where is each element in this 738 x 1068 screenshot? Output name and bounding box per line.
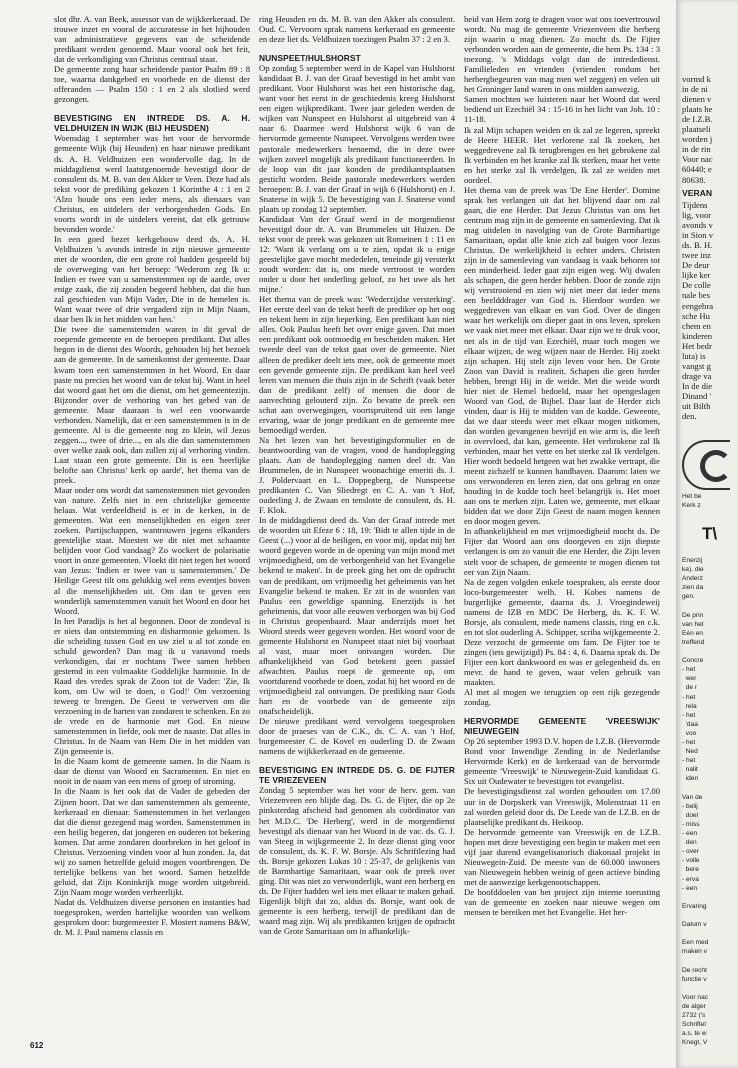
next-page-line: den <box>682 839 697 847</box>
paragraph: Kandidaat Van der Graaf werd in de morgendienst bevestigd door dr. A. van Brummelen uit Huizen. De tekst voor de preek was gekozen uit Romeinen 1 : 11 en 12: 'Want ik verlang om u te zien, opdat ik u enige geestelijke gave mocht mededelen, teneinde gij versterkt zoudt worden: dat is, om mede vertroost te worden onder u door het onderling geloof, zo het uwe als het mijne.' <box>259 213 455 295</box>
next-page-line: - het <box>682 693 696 701</box>
paragraph: In een goed bezet kerkgebouw deed ds. A. H. Veldhuizen 's avonds intrede in zijn nieuwe gemeente met de woorden, die een grote rol hadden gespeeld bij de overweging van het beroep: 'Wederom zeg Ik u: Indien er twee van u samenstemmen op de aarde, over enige zaak, die zij zouden begeerd hebben, dat die hun zal geschieden van Mijn Vader, Die in de hemelen is. Want waar twee of drie vergaderd zijn in Mijn Naam, daar ben Ik in het midden van hen.' <box>54 233 250 325</box>
next-page-line: - een <box>682 884 698 892</box>
next-page-line: voo <box>682 729 697 737</box>
next-page-line: twee inz <box>682 250 711 261</box>
next-page-line: nale bes <box>682 290 710 301</box>
next-page-line: drage va <box>682 370 712 381</box>
next-page-line: Ervaring <box>682 902 707 910</box>
next-page-line: 80638. <box>682 174 706 185</box>
article-heading: BEVESTIGING EN INTREDE DS. A. H. VELDHUIZEN IN WIJK (BIJ HEUSDEN) <box>54 113 250 134</box>
next-page-line: Voor nac <box>682 154 713 165</box>
next-page-line: nalit <box>682 766 698 774</box>
paragraph: Maar onder ons wordt dat samenstemmen niet gevonden van nature. Zelfs niet in een christelijke gemeente helaas. Wat verdeeldheid is er in de kerken, in de gemeenten. Wat een menselijkheden en eigen zeer zoeken. Partijschappen, wantrouwen jegens elkanders geestelijke staat. Moesten we dit niet met schaamte belijden voor God vandaag? Zo wockert de polarisatie voort in onze gemeenten. Vloekt dit niet tegen het woord van Jezus: 'Indien er twee van u samenstemmen.' De Heilige Geest tilt ons gelukkig wel eens eventjes boven al die menselijkheden uit. Om dan te geven een wonderlijk samenstemmen vanuit het Woord en door het Woord. <box>54 485 250 616</box>
next-page-edge <box>676 0 738 1068</box>
next-page-line: Datum v <box>682 921 707 928</box>
next-page-line: chem en <box>682 320 711 331</box>
next-page-line: kinderen <box>682 330 713 341</box>
paragraph: heid van Hem zorg te dragen voor wat ons toevertrouwd wordt. Nu mag de gemeente Vriezenveen die herberg zijn waarin u mag dienen. Zo mocht ds. De Fijter verbonden worden aan de gemeente, die hem Ps. 134 : 3 toezong. 's Middags volgt dan de intrededienst. Familieleden en vrienden (vrienden rondom het herbergbegeuren van mag men wel zeggen) en velen uit het Groninger land waren in ons midden aanwezig. <box>464 14 660 95</box>
next-page-line: Concre <box>682 657 704 665</box>
next-page-line: - het <box>682 666 696 674</box>
paragraph: In die Naam komt de gemeente samen. In die Naam is daar de dienst van Woord en Sacramenten. En niet en nooit in de naam van een mens of groep of stroming. <box>54 756 250 787</box>
next-page-line: vormd k <box>682 74 711 84</box>
next-page-line: de r <box>682 684 698 692</box>
next-page-line: rela <box>682 702 697 710</box>
next-page-line: de alger <box>682 1002 706 1010</box>
next-page-line: - het <box>682 711 696 719</box>
next-page-line: 2732 ('s <box>682 1012 706 1019</box>
paragraph: Het thema van de preek was: 'Wederzijdse versterking'. Het eerste deel van de tekst heeft de prediker op het oog en tekent hem in zijn beperking. Een predikant kan niet alles. Ook Paulus heeft het over enige gaven. Dat moet een predikant ook ootmoedig en bescheiden maken. Het tweede deel van de tekst gaat over de gemeente. Niet alleen de prediker deelt iets mee, ook de gemeente moet een gevende gemeente zijn. De predikant kan heel veel leren van mensen die thuis zijn in de Schrift (vaak beter dan de predikant zelf) of mensen die door de aanvechting gelouterd zijn. Zo bevatte de preek een schat aan overwegingen, voortspruitend uit een lange ervaring, waar de jonge predikant en de gemeente mee bemoedigd werden. <box>259 294 455 435</box>
next-page-line: vangst g <box>682 360 711 371</box>
next-page-heading: VERAN <box>682 188 713 198</box>
next-page-line: Schriftel <box>682 1021 706 1029</box>
next-page-line: ds. B. H. <box>682 240 713 251</box>
next-page-line: avonds v <box>682 220 713 231</box>
next-page-line: sche Hu <box>682 310 710 321</box>
next-page-line: - een <box>682 830 698 837</box>
next-page-line: in de rin <box>682 144 711 155</box>
next-page-line: den. <box>682 411 697 422</box>
next-page-line: plaats he <box>682 104 713 115</box>
next-page-line: worden j <box>682 134 713 145</box>
next-page-line: luta) is <box>682 350 706 361</box>
paragraph: Na het lezen van het bevestigingsformulier en de beantwoording van de vragen, vond de handoplegging plaats. Aan de handoplegging namen deel dr. Van Brummelen, de in Nunspeet woonachtige emeriti ds. J. J. Poldervaart en L. Doppegberg, de Nunspeetse predikanten C. Van Sliedregt en C. A. van 't Hof, ouderling J. de Zwaan en tenslotte de consulent, ds. H. F. Klok. <box>259 434 455 516</box>
page-number: 612 <box>30 1041 44 1050</box>
next-page-line: dienen v <box>682 94 712 105</box>
next-page-line: lig, voor <box>682 210 712 221</box>
next-page-line: functie v <box>682 975 707 983</box>
next-page-line: zien da <box>682 584 704 592</box>
next-page-line: uit Bilth <box>682 401 711 411</box>
paragraph: ring Heusden en ds. M. B. van den Akker als consulent. Oud. C. Vervoorn sprak namens kerkeraad en gemeente en deze liet ds. Veldhuizen toezingen Psalm 37 : 2 en 3. <box>259 14 455 45</box>
next-page-line: ka), die <box>682 566 704 574</box>
next-page-line: plaatseli <box>682 124 711 135</box>
next-page-line: Voor nac <box>682 993 709 1001</box>
next-page-line: treffend <box>682 638 705 646</box>
next-page-line: maken v <box>682 948 707 956</box>
next-page-line: - belij <box>682 802 698 810</box>
next-page-line: van het <box>682 620 704 628</box>
next-page-line: - het <box>682 757 696 765</box>
next-page-line: in Sion v <box>682 230 714 241</box>
next-page-line: Eén en <box>682 629 703 637</box>
column-1 <box>54 14 250 1034</box>
column-3 <box>464 14 660 1034</box>
next-page-line: Van de <box>682 793 703 801</box>
next-page-line: Ned <box>682 748 698 756</box>
logo-caption: Het be Kerk z <box>682 493 702 509</box>
next-page-line: De recht <box>682 966 707 974</box>
paragraph: De hoofddoelen van het project zijn interne toerusting van de gemeente en zoeken naar nieuwe wegen om mensen te bereiken met het Evangelie. Het her- <box>464 886 660 918</box>
article-heading: NUNSPEET/HULSHORST <box>259 53 361 64</box>
next-page-line: doel <box>682 811 699 819</box>
next-page-line: Tijdens <box>682 200 708 210</box>
paragraph: In het Paradijs is het al begonnen. Door de zondeval is er niets dan ontstemming en disharmonie gekomen. Is die scheiding tussen God en uw ziel u al tot zonde en schuld geworden? Dan mag ik u vanavond roeds verkondigen, dat er nochtans Twee samen hebben gestemd in een volmaakte Goddelijke harmonie. In de Raad des vredes sprak de Zoon tot de Vader: 'Zie, Ik kom, om Uw wil te doen, o God!' Om verzoening teweeg te brengen. De Geest te verwerven om die verzoening in de harten van zondaren te schenken. En zo de vrede en de harmonie met God. En nieuw samenstemmen in liefde, ook met de naaste. Dat alles in Christus. In de Naam van Hem Die in het midden van Zijn gemeente is. <box>54 615 250 757</box>
paragraph: Zondag 5 september was het voor de herv. gem. van Vriezenveen een blijde dag. Ds. G. de Fijter, die op 2e pinksterdag afscheid had genomen als coördinator van het M.D.C. 'De Herberg', werd in de morgendienst bevestigd als dienaar van het Woord in de vac. ds. G. J. van Steeg in wijkgemeente 2. In deze dienst ging voor de consulent, ds. K. F. W. Borsje. Als Schriftlezing had ds. Borsje gekozen Lukas 10 : 25-37, de gelijkenis van de Barmhartige Samaritaan, waar ook de preek over ging. Dit was niet zo verwonderlijk, want een herberg en ds. De Fijter hadden wel iets met elkaar te maken gehad. Eigenlijk blijft dat zo, aldus ds. Borsje, want ook de gemeente is een herberg, terwijl de predikant dan de waard mag zijn. Wij als predikanten krijgen de opdracht van de Grote Samaritaan om in afhankelijk- <box>259 785 455 937</box>
next-page-line: eengebra <box>682 300 714 311</box>
next-page-line: iden <box>682 775 699 783</box>
next-page-line: bere <box>682 866 699 874</box>
next-page-line: gen. <box>682 593 695 601</box>
logo-icon <box>682 440 730 490</box>
next-page-line: - erva <box>682 875 699 883</box>
next-page-line: Anderz <box>682 575 703 583</box>
paragraph: Die twee die samenstemden waren in dit geval de roepende gemeente en de beroepen predikant. Dat alles begon in de dienst des Woords, gehouden bij het bezoek aan de gemeente. In de samenkomst der gemeente. Daar kwam toen een samenstemmen in het Woord. En daar paste nu precies het woord van de tekst bij. Want in heel dat woord gaat het om die dienst, om het gemeentezijn. Bijzonder over de verhoring van het gebed van de gemeente. Maar daaraan is wel een voorwaarde verbonden. Namelijk, dat er een samenstemmen is in de gemeente. Al is die gemeente nog zo klein, wil Jezus zeggen..., twee of drie..., en als die dan samenstemmen over welke zaak ook, dan zullen zij al verhoring vinden. Laat staan een grote gemeente. Dit is een 'heerlijke belofte aan Christus' kerk op aarde', het thema van de preek. <box>54 324 250 486</box>
paragraph: Het thema van de preek was 'De Ene Herder'. Domine sprak het verlangen uit dat het blijvend daar om zal gaan, die ene Herder. Dat Jezus Christus van ons het centrum mag zijn in de gemeente en samenleving. Dat ik mag uitdelen in navolging van de Grote Barmhartige Samaritaan, opdat alle knie zich zal buigen voor Jezus Christus. De werkelijkheid is echter anders. Christen zijn in de samenleving van vandaag is vaak behoren tot een minderheid. Ieder gaat zijn eigen weg. Wij dwalen als schapen, die geen herder hebben. Door de zonde zijn wij verstrooiend en zien wij niet meer dat ieder mens een beeldddrager van God is. Hierdoor worden we weggedreven van elkaar en van God. Over de dingen waar het werkelijk om dieper gaat in ons leven, spreken we vaak niet meer met elkaar. Daar zijn we te druk voor, net als in de tijd van Ezechiël, maar toch mogen we elkaar wijzen, de weg wijzen naar de Herder. Hij zoekt zijn schapen. Hij stelt zijn leven voor hen. De Grote Zoon van David is realiteit. Schapen die geen herder hebben, brengt Hij in de weide. Met die weide wordt hier niet de Hemel bedoeld, maar het opengeslagen Woord van God, de Bijbel. Daar laat de Herder zich vinden, daar is Hij te midden van de kudde. Geweente, dat we daar steeds weer met elkaar mogen uitkomen, dan worden gevangenen bevrijd en wie arm is, die leeft in overvloed, dat kan, gemeente. Het verbrokene zal Ik verbinden, maar het vette en het sterke zal Ik verdelgen. Hier wordt bedoeld hetgeen wat het zwakke vertrapt, die meent zichzelf te kunnen handhaven. Daarom: laten we ons verwonderen en leren zien, dat ons gebrag en onze houding in de kudde toch heel belangrijk is. Het moet aan ons te merken zijn. Laten we, gemeente, met elkaar bidden dat we door Zijn Geest de naam mogen kennen en door mogen geven. <box>464 184 660 527</box>
paragraph: Ik zal Mijn schapen weiden en ik zal ze legeren, spreekt de Heere HEER. Het verlorene zal Ik zoeken, het weggedrevene zal Ik terugbrengen en het gebrokene zal Ik verbinden en het kranke zal Ik sterken, maar het vette en het sterke zal Ik verdelgen, Ik zal ze weiden met oordeel. <box>464 124 660 185</box>
next-page-line: De prin <box>682 611 704 619</box>
paragraph: Nadat ds. Veldhuizen diverse personen en instanties had toegesproken, werden hartelijke woorden van welkom gesproken door: burgemeester F. Mostert namens B&W, dr. M. J. Paul namens classis en <box>54 896 250 938</box>
next-page-heading-letter: T\ <box>702 524 718 543</box>
next-page-line: de I.Z.B. <box>682 114 713 125</box>
next-page-line: - miss <box>682 820 700 828</box>
next-page-line: Enerzij <box>682 557 703 564</box>
next-page-line: Knegt, V <box>682 1039 708 1047</box>
next-page-line: - het <box>682 739 696 746</box>
next-page-line: lijke ker <box>682 270 711 281</box>
paragraph: slot dhr. A. van Beek, assessor van de wijkkerkeraad. De trouwe inzet en vooral de accuratesse in het bijhouden van administratieve gegevens van de scheidende predikant werden genoemd. Maar vooral ook het feit, dat de verkondiging van Christus centraal staat. <box>54 14 250 65</box>
next-page-line: Een med <box>682 939 709 947</box>
paragraph: Samen mochten we luisteren naar het Woord dat werd bediend uit Ezechiël 34 : 15-16 in het licht van Joh. 10 : 11-18. <box>464 94 660 125</box>
column-2 <box>259 14 455 1034</box>
next-page-line: - over <box>682 848 699 856</box>
next-page-line: a.s. te w <box>682 1030 707 1038</box>
next-page-line: 'daa <box>682 720 698 728</box>
paragraph: De bevestigingsdienst zal worden gehouden om 17.00 uur in de Dorpskerk van Vreeswijk, Molenstraat 11 en zal worden geleid door ds. De Leede van de I.Z.B. en de plaatselijke predikant ds. Heikoop. <box>464 786 660 827</box>
paragraph: Op zondag 5 september werd in de Kapel van Hulshorst kandidaat B. J. van der Graaf bevestigd in het ambt van predikant. Voor Hulshorst was het een historische dag, want voor het eerst in de geschiedenis kreeg Hulshorst een eigen wijkpredikant. Twee jaar geleden werden de wijken van Nunspeet en Hulshorst al uitgebreid van 4 naar 6. Daarmee werd Hulshorst wijk 6 van de hervormde gemeente Nunspeet. Vervolgens werden twee pastorale medewerkers benoemd, die in deze twee wijken zoveel mogelijk als predikant functioneerden. In de loop van dit jaar konden de predikantsplaatsen gesticht worden. Beide pastorale medewerkers werden beroepen: B. J. van der Graaf in wijk 6 (Hulshorst) en J. Snaterse in wijk 5. De bevestiging van J. Snaterse vond plaats op zondag 12 september. <box>259 63 455 214</box>
paragraph: Woensdag 1 september was het voor de hervormde gemeente Wijk (bij Heusden) en haar nieuwe predikant ds. A. H. Veldhuizen een wondervolle dag. In de middagdienst werd laatstgenoemde bevestigd door de consulent ds. M. B. van den Akker te Veen. Deze had als tekst voor de prediking gekozen 1 Korinthe 4 : 1 en 2 'Alzo houde ons een ieder mens, als dienaars van Christus, en uitdelers der verborgenheden Gods. En voorts wordt in de uitdelers vereist, dat elk getrouw bevonden worde.' <box>54 133 250 234</box>
next-page-line: wer <box>682 675 697 683</box>
paragraph: In die Naam is het ook dat de Vader de gebeden der Zijnen hoort. Dat we dan samenstemmen als gemeente, kerkeraad en dienaar. Samenstemmen in het verlangen dat die dienst gezegend mag worden. Samenstemmen in een heilig begeren, dat jongeren en ouderen tot bekering komen. Dat arme zondaren doorbreken in het geloof in Christus. Verzoening vinden voor al hun zonden. Ja, dat wij zo samen hetzelfde geluid mogen voortbrengen. De tertelijke belkens van het woord. Samen hetzelfde geluid, dat Zijn Koninkrijk moge worden uitgebreid. Zijn Naam moge worden verheerlijkt. <box>54 786 250 897</box>
next-page-line: Het bedr <box>682 340 712 351</box>
next-page-line: 60440; e <box>682 164 712 175</box>
paragraph: De nieuwe predikant werd vervolgens toegesproken door de praeses van de C.K., ds. C. A. van 't Hof, burgemeester C. de Kovel en ouderling D. de Zwaan namens de wijkkerkeraad en de gemeente. <box>259 716 455 757</box>
next-page-line: - volle <box>682 857 700 865</box>
article-heading: HERVORMDE GEMEENTE 'VREESWIJK' NIEUWEGEIN <box>464 716 660 737</box>
article-heading: BEVESTIGING EN INTREDE DS. G. DE FIJTER TE VRIEZEVEEN <box>259 765 455 786</box>
next-page-line: De colle <box>682 280 711 291</box>
paragraph: De hervormde gemeente van Vreeswijk en de I.Z.B. hopen met deze bevestiging een begin te maken met een vijf jaar durend evangelisatorisch diakonaal projekt in Nieuwegein-Zuid. De meeste van de 60.000 inwoners van Nieuwegein hebben weinig of geen actieve binding met de aanwezige kerkgenootschappen. <box>464 826 660 887</box>
paragraph: In afhankelijkheid en met vrijmoedigheid mocht ds. De Fijter dat Woord aan ons doorgeven en zijn diepste verlangen is om zo vanuit die ene Herder, die Zijn leven stelt voor de schapen, de gemeente te mogen dienen tot eer van Zijn Naam. <box>464 526 660 577</box>
paragraph: In de middagdienst deed ds. Van der Graaf intrede met de woorden uit Efeze 6 : 18, 19: 'Bidt te allen tijde in de Geest (...) voor al de heiligen, en voor mij, opdat mij het woord gegeven worde in de opening van mijn mond met vrijmoedigheid, om de verborgenheid van het Evangelie bekend te maken'. In de preek ging het om de opdracht van de predikant, om vrijmoedig het geheimenis van het Evangelie bekend te maken. Er zit in de woorden van Paulus een geweldige spanning. Enerzijds is het geheimenis, dat voor alle eeuwen verborgen was bij God in Christus geopenbaard. Maar anderzijds moet het Woord steeds weer gegeven worden. Het woord voor de gemeente Hulshorst en Nunspeet staat niet bij voorbaat al vast, maar moet ontvangen worden. Die afhankelijkheid van God betekent geen passief afwachten. Paulus roept de gemeente op, om voortdurend voorbede te doen, zodat hij het woord en de vrijmoedigheid zal ontvangen. De prediking naar Gods hart en de voorbede van de gemeente zijn onafscheidelijk. <box>259 515 455 717</box>
paragraph: Al met al mogen we terugzien op een rijk gezegende zondag. <box>464 687 660 708</box>
next-page-line: Dinand ' <box>682 390 711 401</box>
next-page-line: In de die <box>682 380 713 391</box>
paragraph: De gemeente zong haar scheidende pastor Psalm 89 : 8 toe, waarna dankgebed en voorbede en de dienst der offeranden — Psalm 150 : 1 en 2 als slotlied werd gezongen. <box>54 64 250 105</box>
next-page-line: De deur <box>682 260 710 271</box>
next-page-line: in de ni <box>682 84 708 95</box>
paragraph: Na de zegen volgden enkele toespraken, als eerste door loco-burgemeester welh. H. Kobes namens de burgerlijke gemeente, daarna ds. J. Vroegindeweij namens de IZB en MDC De Herberg, ds. K. F. W. Borsje, als consulent, mede namens classis, ring en c.k. en tot slot ouderling A. Schipper, scriba wijkgemeente 2. Deze verzocht de gemeente om fam. De Fijter toe te zingen (iets gewijzigd) Ps. 84 : 4, 6. Daarna sprak ds. De Fijter een kort dankwoord en was er gelegenheid ds. en mevr. de hand te geven, waar velen gebruik van maakten. <box>464 576 660 688</box>
paragraph: Op 26 september 1993 D.V. hopen de I.Z.B. (Hervormde Bond voor Inwendige Zending in de Nederlandse Hervormde Kerk) en de kerkeraad van de hervormde gemeente 'Vreeswijk' te Nieuwegein-Zuid kandidaat G. Six uit Oudewater te bevestigen tot evangelist. <box>464 736 660 787</box>
